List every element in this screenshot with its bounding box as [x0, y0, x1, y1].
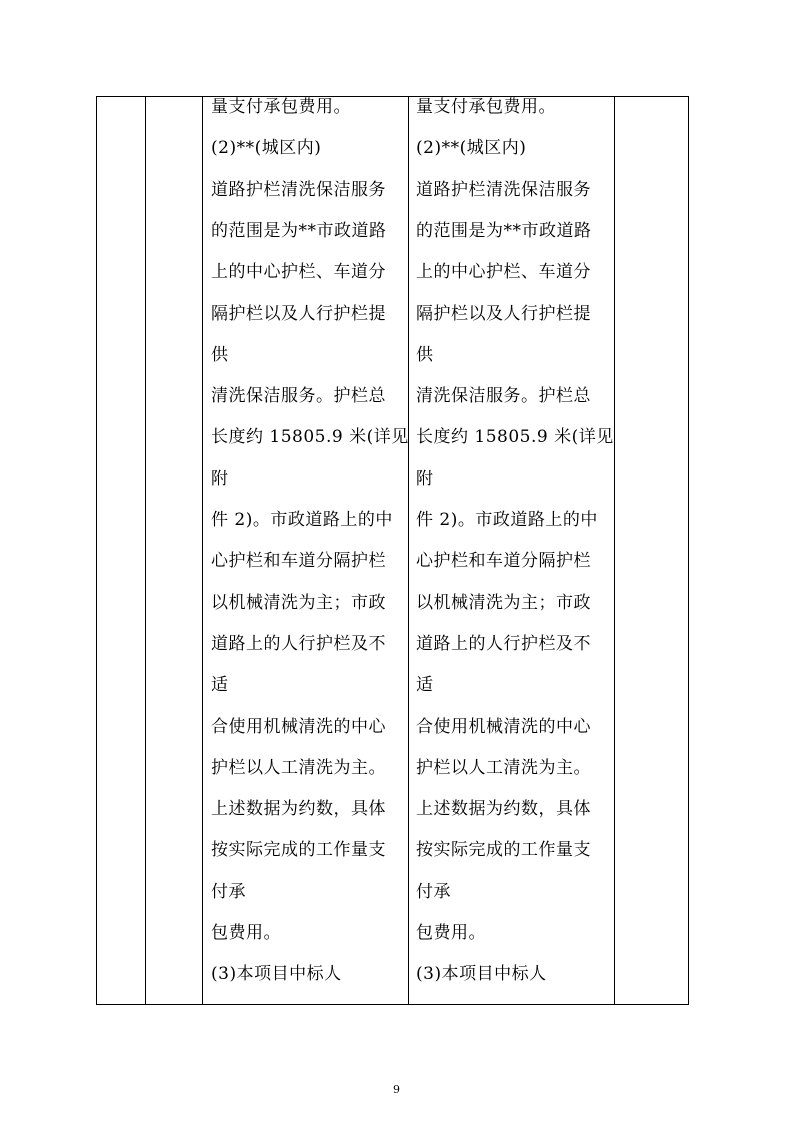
- text-line: (3)本项目中标人: [211, 964, 342, 985]
- column-divider: [145, 97, 146, 1004]
- text-line: 心护栏和车道分隔护栏: [211, 551, 386, 572]
- text-line: 供: [211, 344, 229, 365]
- text-line: 包费用。: [211, 923, 281, 943]
- text-line: 上的中心护栏、车道分: [211, 262, 386, 283]
- text-line: 道路上的人行护栏及不: [211, 633, 386, 654]
- text-line: 护栏以人工清洗为主。: [211, 757, 386, 778]
- text-line: 适: [416, 675, 434, 696]
- text-line: 隔护栏以及人行护栏提: [211, 303, 386, 324]
- text-line: 道路护栏清洗保洁服务: [416, 179, 591, 200]
- text-line: 付承: [211, 881, 246, 902]
- text-line: 件 2)。市政道路上的中: [211, 510, 393, 530]
- text-line: 上述数据为约数，具体: [416, 799, 591, 820]
- text-line: 供: [416, 344, 434, 365]
- column-divider: [202, 97, 203, 1004]
- text-line: 付承: [416, 881, 451, 902]
- text-line: 按实际完成的工作量支: [416, 840, 591, 861]
- column-divider: [614, 97, 615, 1004]
- column-divider: [408, 97, 409, 1004]
- text-line: 隔护栏以及人行护栏提: [416, 303, 591, 324]
- text-line: 按实际完成的工作量支: [211, 840, 386, 861]
- text-line: 附: [416, 468, 434, 489]
- text-line: 护栏以人工清洗为主。: [416, 757, 591, 778]
- text-line: 以机械清洗为主；市政: [416, 592, 591, 613]
- text-line: 道路护栏清洗保洁服务: [211, 179, 386, 200]
- text-line: 适: [211, 675, 229, 696]
- page-number: 9: [393, 1083, 400, 1096]
- text-line: (3)本项目中标人: [416, 964, 547, 985]
- text-line: 合使用机械清洗的中心: [211, 716, 386, 737]
- text-line: (2)**(城区内): [211, 138, 322, 159]
- text-line: 长度约 15805.9 米(详见: [416, 427, 614, 448]
- text-line: 的范围是为**市政道路: [416, 220, 592, 241]
- document-table: [96, 96, 689, 1005]
- text-line: 清洗保洁服务。护栏总: [416, 386, 591, 407]
- text-line: 清洗保洁服务。护栏总: [211, 386, 386, 407]
- text-line: 量支付承包费用。: [211, 97, 351, 117]
- text-line: 附: [211, 468, 229, 489]
- text-line: 道路上的人行护栏及不: [416, 633, 591, 654]
- text-line: 合使用机械清洗的中心: [416, 716, 591, 737]
- text-line: 长度约 15805.9 米(详见: [211, 427, 409, 448]
- text-line: 件 2)。市政道路上的中: [416, 510, 598, 530]
- text-line: 上的中心护栏、车道分: [416, 262, 591, 283]
- text-line: 心护栏和车道分隔护栏: [416, 551, 591, 572]
- text-line: 上述数据为约数，具体: [211, 799, 386, 820]
- text-line: 以机械清洗为主；市政: [211, 592, 386, 613]
- text-line: 的范围是为**市政道路: [211, 220, 387, 241]
- text-line: 量支付承包费用。: [416, 97, 556, 117]
- text-line: (2)**(城区内): [416, 138, 527, 159]
- text-line: 包费用。: [416, 923, 486, 943]
